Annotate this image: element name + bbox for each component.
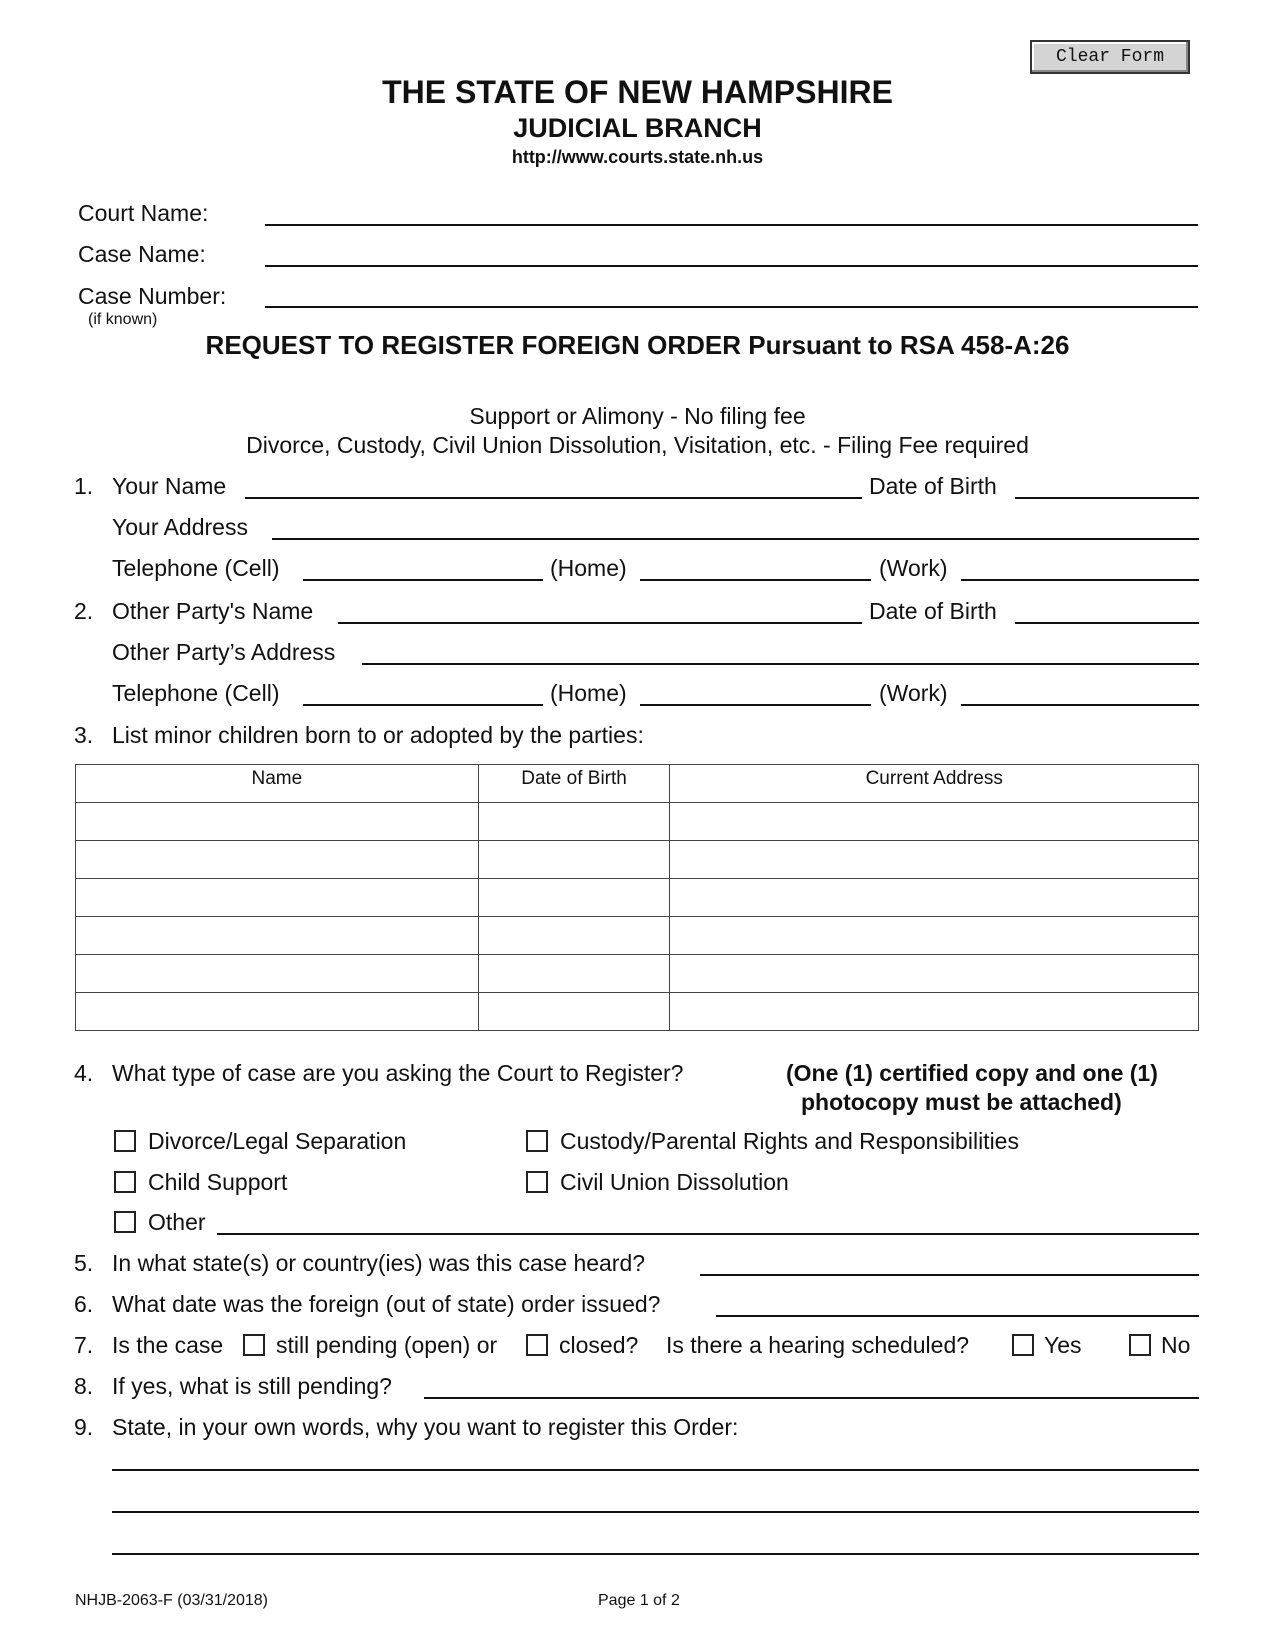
- hearing-yes-checkbox[interactable]: [1012, 1334, 1034, 1356]
- q9-field-line-1[interactable]: [112, 1469, 1199, 1471]
- hearing-label: Is there a hearing scheduled?: [666, 1332, 970, 1358]
- case-number-label: Case Number:: [78, 283, 227, 309]
- page-title: THE STATE OF NEW HAMPSHIRE: [382, 74, 893, 110]
- your-name-field[interactable]: [245, 497, 862, 499]
- your-address-label: Your Address: [112, 514, 248, 540]
- table-row: [76, 993, 1199, 1031]
- q9-label: State, in your own words, why you want to register this Order:: [112, 1414, 739, 1440]
- divorce-label: Divorce/Legal Separation: [148, 1128, 407, 1154]
- other-address-label: Other Party’s Address: [112, 639, 336, 665]
- q7-number: 7.: [74, 1332, 94, 1358]
- closed-label: closed?: [559, 1332, 639, 1358]
- your-tel-work-field[interactable]: [961, 579, 1199, 581]
- child-address-cell[interactable]: [670, 993, 1199, 1031]
- other-tel-work-field[interactable]: [961, 704, 1199, 706]
- q6-label: What date was the foreign (out of state) order issued?: [112, 1291, 661, 1317]
- case-number-field[interactable]: [265, 306, 1198, 308]
- civil-union-checkbox[interactable]: [526, 1171, 548, 1193]
- child-address-cell[interactable]: [670, 955, 1199, 993]
- q5-label: In what state(s) or country(ies) was this case heard?: [112, 1250, 646, 1276]
- other-tel-work-label: (Work): [879, 680, 948, 706]
- other-checkbox[interactable]: [114, 1211, 136, 1233]
- other-tel-cell-label: Telephone (Cell): [112, 680, 280, 706]
- form-id: NHJB-2063-F (03/31/2018): [75, 1592, 268, 1609]
- column-header-dob: Date of Birth: [478, 765, 670, 803]
- page-subtitle: JUDICIAL BRANCH: [513, 113, 762, 143]
- civil-union-label: Civil Union Dissolution: [560, 1169, 789, 1195]
- child-name-cell[interactable]: [76, 879, 479, 917]
- custody-checkbox[interactable]: [526, 1130, 548, 1152]
- child-dob-cell[interactable]: [478, 879, 670, 917]
- child-dob-cell[interactable]: [478, 993, 670, 1031]
- if-known-note: (if known): [88, 311, 158, 328]
- child-address-cell[interactable]: [670, 917, 1199, 955]
- q5-number: 5.: [74, 1250, 94, 1276]
- hearing-no-checkbox[interactable]: [1129, 1334, 1151, 1356]
- child-dob-cell[interactable]: [478, 955, 670, 993]
- child-address-cell[interactable]: [670, 841, 1199, 879]
- hearing-yes-label: Yes: [1044, 1332, 1082, 1358]
- q2-number: 2.: [74, 598, 94, 624]
- child-address-cell[interactable]: [670, 879, 1199, 917]
- table-row: [76, 841, 1199, 879]
- other-tel-home-label: (Home): [550, 680, 627, 706]
- other-name-label: Other Party's Name: [112, 598, 314, 624]
- q8-field[interactable]: [424, 1397, 1199, 1399]
- table-row: [76, 955, 1199, 993]
- child-name-cell[interactable]: [76, 803, 479, 841]
- other-label: Other: [148, 1209, 206, 1235]
- fee-note-2: Divorce, Custody, Civil Union Dissolution, Visitation, etc. - Filing Fee required: [246, 432, 1029, 458]
- your-tel-cell-label: Telephone (Cell): [112, 555, 280, 581]
- child-name-cell[interactable]: [76, 917, 479, 955]
- other-dob-field[interactable]: [1015, 622, 1199, 624]
- divorce-checkbox[interactable]: [114, 1130, 136, 1152]
- your-tel-cell-field[interactable]: [303, 579, 543, 581]
- fee-note-1: Support or Alimony - No filing fee: [469, 403, 806, 429]
- q5-field[interactable]: [700, 1274, 1199, 1276]
- child-name-cell[interactable]: [76, 841, 479, 879]
- table-header-row: [76, 765, 1199, 803]
- children-table: [75, 764, 1199, 1031]
- child-support-checkbox[interactable]: [114, 1171, 136, 1193]
- case-name-label: Case Name:: [78, 241, 206, 267]
- table-row: [76, 917, 1199, 955]
- clear-form-button[interactable]: Clear Form: [1030, 40, 1190, 74]
- child-dob-cell[interactable]: [478, 841, 670, 879]
- your-tel-work-label: (Work): [879, 555, 948, 581]
- child-dob-cell[interactable]: [478, 803, 670, 841]
- other-tel-cell-field[interactable]: [303, 704, 543, 706]
- q6-field[interactable]: [716, 1315, 1199, 1317]
- q6-number: 6.: [74, 1291, 94, 1317]
- pending-label: still pending (open) or: [276, 1332, 498, 1358]
- q4-label: What type of case are you asking the Court to Register?: [112, 1060, 684, 1086]
- child-name-cell[interactable]: [76, 993, 479, 1031]
- your-address-field[interactable]: [272, 538, 1199, 540]
- child-dob-cell[interactable]: [478, 917, 670, 955]
- q9-field-line-3[interactable]: [112, 1553, 1199, 1555]
- q1-number: 1.: [74, 473, 94, 499]
- q9-field-line-2[interactable]: [112, 1511, 1199, 1513]
- your-dob-field[interactable]: [1015, 497, 1199, 499]
- child-support-label: Child Support: [148, 1169, 288, 1195]
- court-name-field[interactable]: [265, 224, 1198, 226]
- case-name-field[interactable]: [265, 265, 1198, 267]
- other-address-field[interactable]: [362, 663, 1199, 665]
- your-tel-home-label: (Home): [550, 555, 627, 581]
- q3-number: 3.: [74, 722, 94, 748]
- your-tel-home-field[interactable]: [640, 579, 871, 581]
- q4-note-line1: (One (1) certified copy and one (1): [786, 1060, 1158, 1086]
- q4-number: 4.: [74, 1060, 94, 1086]
- column-header-address: Current Address: [670, 765, 1199, 803]
- column-header-name: Name: [76, 765, 479, 803]
- custody-label: Custody/Parental Rights and Responsibilities: [560, 1128, 1019, 1154]
- child-name-cell[interactable]: [76, 955, 479, 993]
- q4-note-line2: photocopy must be attached): [801, 1089, 1122, 1115]
- q9-number: 9.: [74, 1414, 94, 1440]
- pending-checkbox[interactable]: [243, 1334, 265, 1356]
- other-name-field[interactable]: [338, 622, 862, 624]
- form-title: REQUEST TO REGISTER FOREIGN ORDER Pursuant to RSA 458-A:26: [205, 330, 1070, 360]
- court-name-label: Court Name:: [78, 200, 209, 226]
- other-tel-home-field[interactable]: [640, 704, 871, 706]
- your-dob-label: Date of Birth: [869, 473, 997, 499]
- table-row: [76, 879, 1199, 917]
- q3-label: List minor children born to or adopted by the parties:: [112, 722, 644, 748]
- q8-label: If yes, what is still pending?: [112, 1373, 392, 1399]
- child-address-cell[interactable]: [670, 803, 1199, 841]
- table-row: [76, 803, 1199, 841]
- other-dob-label: Date of Birth: [869, 598, 997, 624]
- court-url: http://www.courts.state.nh.us: [511, 147, 764, 167]
- closed-checkbox[interactable]: [526, 1334, 548, 1356]
- q8-number: 8.: [74, 1373, 94, 1399]
- other-field[interactable]: [217, 1233, 1199, 1235]
- hearing-no-label: No: [1161, 1332, 1191, 1358]
- page-number: Page 1 of 2: [598, 1592, 680, 1609]
- q7-label: Is the case: [112, 1332, 224, 1358]
- your-name-label: Your Name: [112, 473, 227, 499]
